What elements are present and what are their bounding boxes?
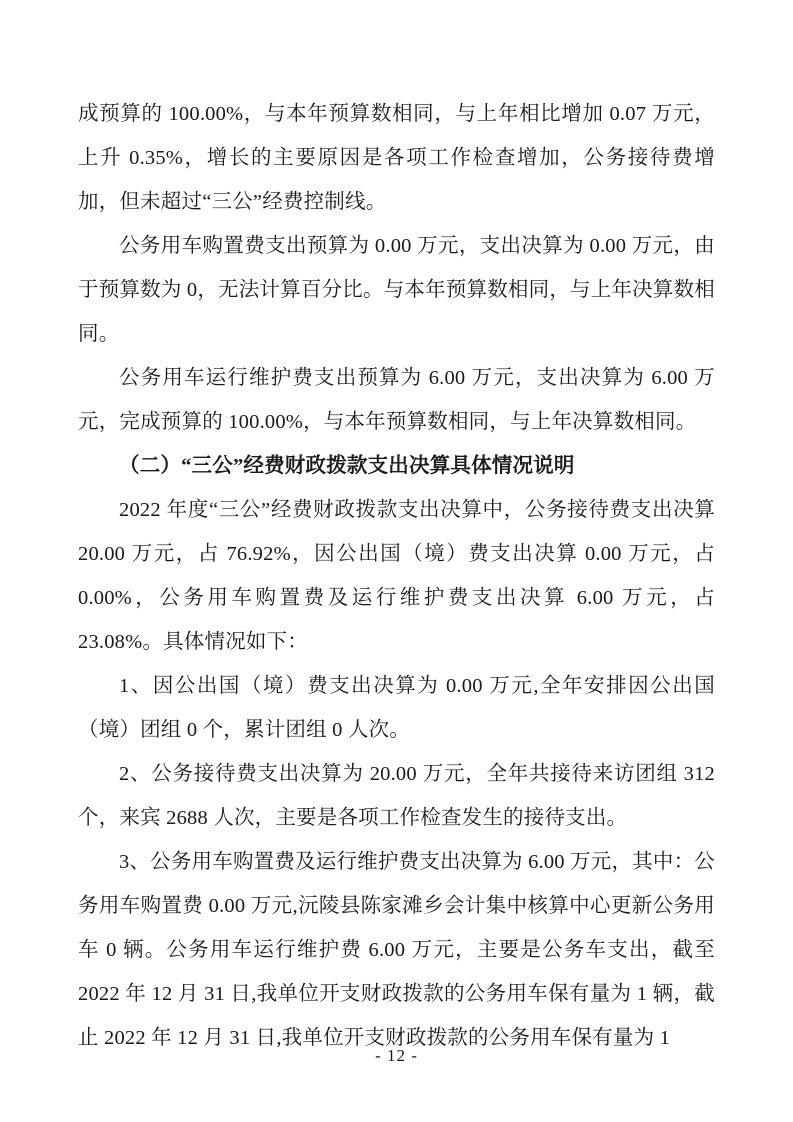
page-number-footer: - 12 -: [375, 1046, 418, 1065]
document-body: [78, 92, 715, 1060]
paragraph-continuation: 成预算的 100.00%，与本年预算数相同，与上年相比增加 0.07 万元，上升 0.35%，增长的主要原因是各项工作检查增加，公务接待费增加，但未超过“三公”经费控制线。: [78, 103, 715, 213]
section-heading-sangong-details: （二）“三公”经费财政拨款支出决算具体情况说明: [119, 455, 575, 477]
paragraph-item-1-overseas: 1、因公出国（境）费支出决算为 0.00 万元,全年安排因公出国（境）团组 0 个，累计团组 0 人次。: [78, 675, 715, 741]
paragraph-vehicle-purchase-budget: 公务用车购置费支出预算为 0.00 万元，支出决算为 0.00 万元，由于预算数为 0，无法计算百分比。与本年预算数相同，与上年决算数相同。: [78, 235, 715, 345]
paragraph-sangong-summary: 2022 年度“三公”经费财政拨款支出决算中，公务接待费支出决算 20.00 万元，占 76.92%，因公出国（境）费支出决算 0.00 万元，占 0.00%，公务用车购置费及运行维护费支出决算 6.00 万元，占 23.08%。具体情况如下：: [78, 499, 715, 653]
paragraph-item-2-reception: 2、公务接待费支出决算为 20.00 万元，全年共接待来访团组 312 个，来宾 2688 人次，主要是各项工作检查发生的接待支出。: [78, 763, 715, 829]
paragraph-item-3-vehicles: 3、公务用车购置费及运行维护费支出决算为 6.00 万元，其中：公务用车购置费 0.00 万元,沅陵县陈家滩乡会计集中核算中心更新公务用车 0 辆。公务用车运行维护费 6.00 万元，主要是公务车支出，截至 2022 年 12 月 31 日,我单位开支财政拨款的公务用车保有量为 1 辆，截止 2022 年 12 月 31 日,我单位开支财政拨款的公务用车保有量为 1: [78, 851, 715, 1049]
paragraph-vehicle-maintenance-budget: 公务用车运行维护费支出预算为 6.00 万元，支出决算为 6.00 万元，完成预算的 100.00%，与本年预算数相同，与上年决算数相同。: [78, 367, 715, 433]
